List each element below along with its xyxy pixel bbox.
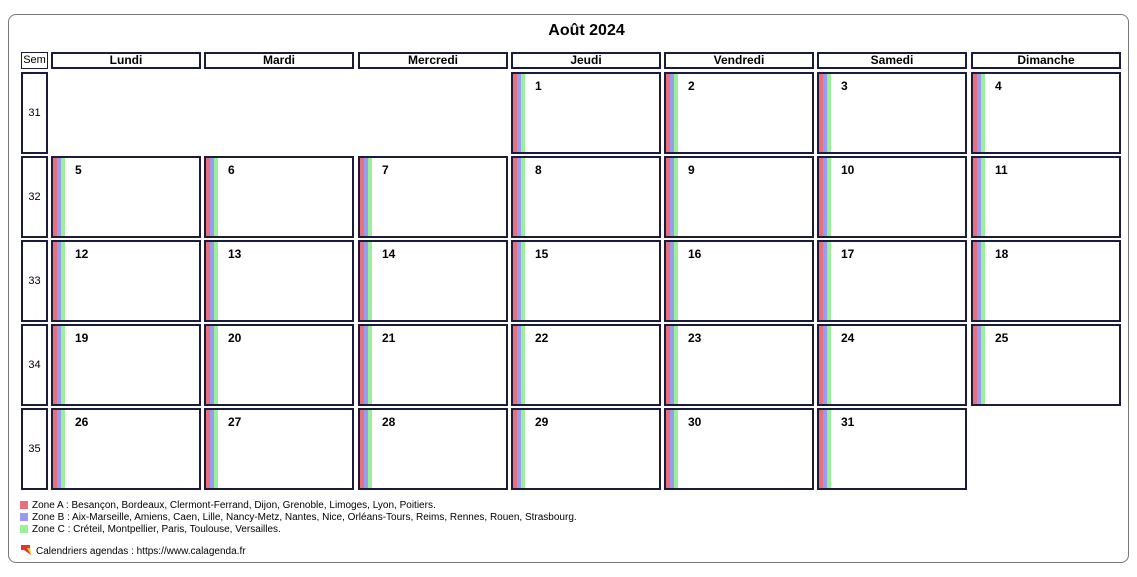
zone-c-holiday-stripe xyxy=(674,158,678,236)
zone-c-holiday-stripe xyxy=(61,158,65,236)
zone-c-holiday-stripe xyxy=(981,158,985,236)
day-number: 3 xyxy=(841,79,848,93)
zone-c-holiday-stripe xyxy=(521,242,525,320)
day-cell[interactable] xyxy=(817,240,967,322)
day-number: 12 xyxy=(75,247,89,261)
day-cell[interactable] xyxy=(51,156,201,238)
zone-c-holiday-stripe xyxy=(827,242,831,320)
day-number: 24 xyxy=(841,331,855,345)
zone-c-holiday-stripe xyxy=(61,242,65,320)
day-cell[interactable] xyxy=(664,324,814,406)
zone-c-holiday-stripe xyxy=(674,410,678,488)
zone-c-holiday-stripe xyxy=(827,410,831,488)
legend-zone-b-text: Zone B : Aix-Marseille, Amiens, Caen, Lille, Nancy-Metz, Nantes, Nice, Orléans-Tours, Reims, Rennes, Rouen, Strasbourg. xyxy=(32,512,577,523)
zone-a-swatch xyxy=(20,501,28,509)
zone-c-holiday-stripe xyxy=(981,326,985,404)
zone-c-holiday-stripe xyxy=(827,326,831,404)
day-cell[interactable] xyxy=(817,408,967,490)
day-cell[interactable] xyxy=(664,408,814,490)
week-number: 33 xyxy=(21,240,48,322)
day-number: 11 xyxy=(995,163,1008,177)
legend-zone-a xyxy=(20,500,436,512)
day-cell[interactable] xyxy=(664,72,814,154)
zone-c-holiday-stripe xyxy=(214,410,218,488)
day-number: 31 xyxy=(841,415,855,429)
zone-c-holiday-stripe xyxy=(61,410,65,488)
zone-c-holiday-stripe xyxy=(368,158,372,236)
day-number: 1 xyxy=(535,79,542,93)
day-number: 13 xyxy=(228,247,242,261)
day-cell[interactable] xyxy=(664,240,814,322)
day-cell[interactable] xyxy=(51,324,201,406)
day-cell[interactable] xyxy=(204,324,354,406)
day-cell[interactable] xyxy=(358,408,508,490)
day-cell[interactable] xyxy=(664,156,814,238)
day-header-mardi: Mardi xyxy=(204,52,354,69)
day-number: 29 xyxy=(535,415,549,429)
zone-c-holiday-stripe xyxy=(521,158,525,236)
day-number: 18 xyxy=(995,247,1009,261)
day-cell[interactable] xyxy=(51,240,201,322)
calagenda-logo-icon xyxy=(20,544,32,556)
day-cell[interactable] xyxy=(817,72,967,154)
day-cell[interactable] xyxy=(817,324,967,406)
zone-b-swatch xyxy=(20,513,28,521)
day-number: 26 xyxy=(75,415,89,429)
day-number: 9 xyxy=(688,163,695,177)
zone-c-holiday-stripe xyxy=(214,158,218,236)
zone-c-holiday-stripe xyxy=(674,242,678,320)
day-number: 15 xyxy=(535,247,549,261)
zone-c-holiday-stripe xyxy=(61,326,65,404)
legend-zone-a-text: Zone A : Besançon, Bordeaux, Clermont-Ferrand, Dijon, Grenoble, Limoges, Lyon, Poitiers. xyxy=(32,500,436,511)
day-header-jeudi: Jeudi xyxy=(511,52,661,69)
day-number: 4 xyxy=(995,79,1002,93)
zone-c-holiday-stripe xyxy=(521,326,525,404)
day-header-dimanche: Dimanche xyxy=(971,52,1121,69)
day-number: 20 xyxy=(228,331,242,345)
zone-c-holiday-stripe xyxy=(214,326,218,404)
day-cell[interactable] xyxy=(204,408,354,490)
zone-c-holiday-stripe xyxy=(368,410,372,488)
day-number: 14 xyxy=(382,247,396,261)
legend-zone-c-text: Zone C : Créteil, Montpellier, Paris, Toulouse, Versailles. xyxy=(32,524,281,535)
day-cell[interactable] xyxy=(971,240,1121,322)
day-number: 16 xyxy=(688,247,702,261)
week-number: 35 xyxy=(21,408,48,490)
day-header-lundi: Lundi xyxy=(51,52,201,69)
day-number: 2 xyxy=(688,79,695,93)
week-number: 34 xyxy=(21,324,48,406)
day-cell[interactable] xyxy=(817,156,967,238)
zone-c-holiday-stripe xyxy=(827,74,831,152)
zone-c-holiday-stripe xyxy=(521,74,525,152)
day-number: 21 xyxy=(382,331,396,345)
day-cell[interactable] xyxy=(971,324,1121,406)
day-cell[interactable] xyxy=(358,240,508,322)
legend-zone-c xyxy=(20,524,281,536)
zone-c-holiday-stripe xyxy=(214,242,218,320)
day-cell[interactable] xyxy=(51,408,201,490)
day-number: 30 xyxy=(688,415,702,429)
legend-zone-b xyxy=(20,512,577,524)
day-number: 8 xyxy=(535,163,542,177)
zone-c-holiday-stripe xyxy=(368,326,372,404)
day-cell[interactable] xyxy=(204,240,354,322)
week-number: 32 xyxy=(21,156,48,238)
day-cell[interactable] xyxy=(511,408,661,490)
day-number: 10 xyxy=(841,163,855,177)
day-cell[interactable] xyxy=(358,156,508,238)
day-cell[interactable] xyxy=(971,156,1121,238)
day-header-samedi: Samedi xyxy=(817,52,967,69)
day-cell[interactable] xyxy=(511,324,661,406)
day-number: 5 xyxy=(75,163,82,177)
week-header: Sem xyxy=(21,52,48,69)
zone-c-holiday-stripe xyxy=(521,410,525,488)
day-number: 7 xyxy=(382,163,389,177)
day-header-mercredi: Mercredi xyxy=(358,52,508,69)
day-number: 19 xyxy=(75,331,89,345)
day-cell[interactable] xyxy=(511,240,661,322)
day-cell[interactable] xyxy=(204,156,354,238)
day-number: 23 xyxy=(688,331,702,345)
page-title: Août 2024 xyxy=(548,22,625,39)
day-number: 6 xyxy=(228,163,235,177)
day-cell[interactable] xyxy=(511,72,661,154)
zone-c-holiday-stripe xyxy=(674,326,678,404)
footer-link-text[interactable]: Calendriers agendas : https://www.calagenda.fr xyxy=(36,546,246,557)
zone-c-holiday-stripe xyxy=(981,242,985,320)
footer xyxy=(20,544,246,557)
day-cell[interactable] xyxy=(511,156,661,238)
day-cell[interactable] xyxy=(971,72,1121,154)
day-number: 25 xyxy=(995,331,1009,345)
day-cell[interactable] xyxy=(358,324,508,406)
zone-c-holiday-stripe xyxy=(981,74,985,152)
day-number: 17 xyxy=(841,247,855,261)
day-number: 22 xyxy=(535,331,549,345)
zone-c-holiday-stripe xyxy=(827,158,831,236)
zone-c-holiday-stripe xyxy=(674,74,678,152)
week-number: 31 xyxy=(21,72,48,154)
day-number: 27 xyxy=(228,415,242,429)
zone-c-swatch xyxy=(20,525,28,533)
day-header-vendredi: Vendredi xyxy=(664,52,814,69)
day-number: 28 xyxy=(382,415,396,429)
zone-c-holiday-stripe xyxy=(368,242,372,320)
